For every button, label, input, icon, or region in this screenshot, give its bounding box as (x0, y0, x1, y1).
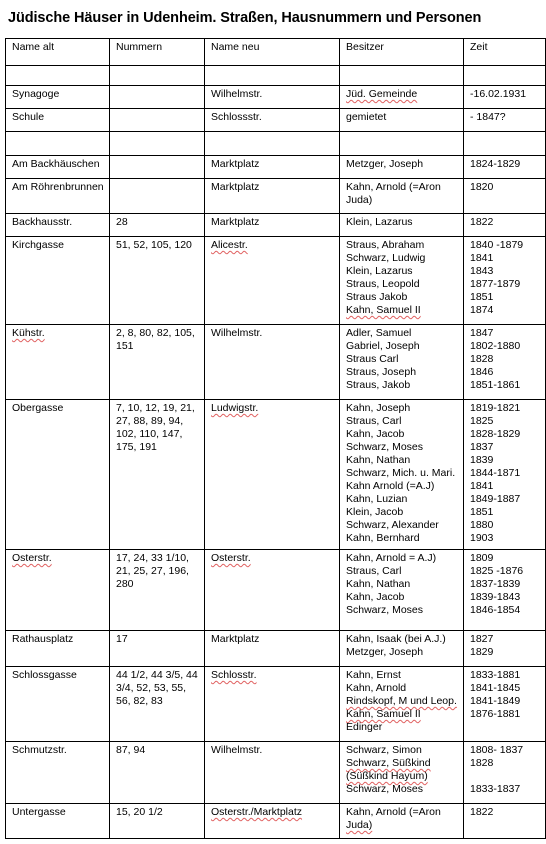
zeit-line: 1874 (470, 304, 494, 316)
name_neu-text: Schlossstr. (211, 111, 262, 123)
name_alt-text: Untergasse (12, 806, 66, 818)
cell-nummern (110, 667, 205, 742)
besitzer-line: Schwarz, Moses (346, 441, 424, 453)
cell-name-alt (6, 667, 110, 742)
besitzer-line: Metzger, Joseph (346, 158, 424, 170)
cell-name-alt (6, 631, 110, 667)
cell-nummern (110, 156, 205, 179)
header-nummern: Nummern (110, 39, 205, 66)
cell-zeit (464, 742, 546, 804)
name_alt-text: Obergasse (12, 402, 64, 414)
cell-name-alt (6, 156, 110, 179)
cell-name-neu (205, 325, 340, 400)
cell-nummern (110, 179, 205, 214)
cell-name-neu (205, 400, 340, 550)
zeit-line: 1841-1845 (470, 682, 521, 694)
besitzer-line: Kahn, Luzian (346, 493, 408, 505)
zeit-line: 1846-1854 (470, 604, 521, 616)
cell-zeit (464, 325, 546, 400)
zeit-line: 1828-1829 (470, 428, 521, 440)
header-besitzer: Besitzer (340, 39, 464, 66)
besitzer-line: Klein, Lazarus (346, 216, 413, 228)
name_neu-text: Marktplatz (211, 633, 260, 645)
zeit-line: 1841-1849 (470, 695, 521, 707)
besitzer-line: Straus, Leopold (346, 278, 420, 290)
cell-name-neu (205, 132, 340, 156)
cell-besitzer (340, 631, 464, 667)
cell-name-neu (205, 109, 340, 132)
name_alt-text: Kühstr. (12, 327, 45, 339)
name_neu-text: Marktplatz (211, 181, 260, 193)
besitzer-line: Kahn, Nathan (346, 578, 411, 590)
cell-name-alt (6, 109, 110, 132)
besitzer-line: Klein, Jacob (346, 506, 404, 518)
nummern-text: 51, 52, 105, 120 (116, 239, 192, 251)
cell-zeit (464, 631, 546, 667)
header-zeit: Zeit (464, 39, 546, 66)
cell-besitzer (340, 179, 464, 214)
besitzer-line: Kahn, Isaak (bei A.J.) (346, 633, 446, 645)
cell-nummern (110, 109, 205, 132)
cell-besitzer (340, 667, 464, 742)
cell-besitzer (340, 66, 464, 86)
table-row (6, 214, 546, 237)
besitzer-line: Juda) (346, 194, 373, 206)
cell-zeit (464, 400, 546, 550)
cell-name-neu (205, 214, 340, 237)
cell-nummern (110, 400, 205, 550)
zeit-line: 1851-1861 (470, 379, 521, 391)
besitzer-line: Straus, Carl (346, 415, 402, 427)
cell-name-alt (6, 804, 110, 839)
cell-zeit (464, 179, 546, 214)
zeit-line: 1820 (470, 181, 494, 193)
besitzer-line: Kahn, Samuel II (346, 708, 421, 720)
zeit-line: 1849-1887 (470, 493, 521, 505)
zeit-line: 1841 (470, 252, 494, 264)
name_alt-text: Synagoge (12, 88, 60, 100)
besitzer-line: Kahn, Samuel II (346, 304, 421, 316)
name_alt-text: Backhausstr. (12, 216, 73, 228)
cell-besitzer (340, 86, 464, 109)
besitzer-line: Straus, Carl (346, 565, 402, 577)
name_alt-text: Schule (12, 111, 45, 123)
besitzer-line: Straus Jakob (346, 291, 408, 303)
cell-name-neu (205, 66, 340, 86)
zeit-line: 1841 (470, 480, 494, 492)
cell-name-alt (6, 237, 110, 325)
cell-nummern (110, 214, 205, 237)
name_alt-text: Am Röhrenbrunnen (12, 181, 104, 193)
zeit-line: 1802-1880 (470, 340, 521, 352)
name_alt-text: Am Backhäuschen (12, 158, 100, 170)
cell-name-neu (205, 86, 340, 109)
nummern-text: 44 1/2, 44 3/5, 44 3/4, 52, 53, 55, 56, 82, 83 (116, 669, 198, 707)
name_neu-text: Marktplatz (211, 216, 260, 228)
cell-besitzer (340, 550, 464, 631)
besitzer-line: gemietet (346, 111, 387, 123)
name_neu-text: Schlosstr. (211, 669, 257, 681)
besitzer-line: Schwarz, Süßkind (346, 757, 431, 769)
cell-zeit (464, 156, 546, 179)
besitzer-line: Gabriel, Joseph (346, 340, 420, 352)
nummern-text: 28 (116, 216, 128, 228)
zeit-line: 1880 (470, 519, 494, 531)
name_neu-text: Marktplatz (211, 158, 260, 170)
cell-name-neu (205, 237, 340, 325)
cell-name-alt (6, 325, 110, 400)
header-row (6, 39, 546, 66)
zeit-line: 1825 (470, 415, 494, 427)
cell-besitzer (340, 132, 464, 156)
table-row (6, 742, 546, 804)
besitzer-line: Straus Carl (346, 353, 399, 365)
zeit-line: -16.02.1931 (470, 88, 527, 100)
nummern-text: 87, 94 (116, 744, 146, 756)
table-row (6, 550, 546, 631)
cell-zeit (464, 109, 546, 132)
zeit-line: 1829 (470, 646, 494, 658)
cell-besitzer (340, 742, 464, 804)
zeit-line: 1833-1881 (470, 669, 521, 681)
table-row (6, 325, 546, 400)
besitzer-line: Schwarz, Alexander (346, 519, 439, 531)
zeit-line: 1837 (470, 441, 494, 453)
cell-besitzer (340, 109, 464, 132)
cell-name-alt (6, 66, 110, 86)
besitzer-line: Kahn, Nathan (346, 454, 411, 466)
zeit-line: 1827 (470, 633, 494, 645)
name_neu-text: Wilhelmstr. (211, 327, 263, 339)
besitzer-line: Kahn, Arnold = A.J) (346, 552, 437, 564)
cell-name-alt (6, 400, 110, 550)
table-body (6, 39, 546, 839)
besitzer-line: Juda) (346, 819, 373, 831)
cell-nummern (110, 550, 205, 631)
cell-name-alt (6, 86, 110, 109)
besitzer-line: Schwarz, Simon (346, 744, 422, 756)
nummern-text: 17, 24, 33 1/10, 21, 25, 27, 196, 280 (116, 552, 189, 590)
cell-name-alt (6, 550, 110, 631)
cell-zeit (464, 667, 546, 742)
name_alt-text: Osterstr. (12, 552, 52, 564)
table-row (6, 179, 546, 214)
cell-besitzer (340, 400, 464, 550)
cell-zeit (464, 550, 546, 631)
nummern-text: 15, 20 1/2 (116, 806, 163, 818)
besitzer-line: Kahn, Bernhard (346, 532, 420, 544)
cell-besitzer (340, 237, 464, 325)
table-row (6, 86, 546, 109)
zeit-line: 1822 (470, 216, 494, 228)
besitzer-line: Kahn Arnold (=A.J) (346, 480, 435, 492)
cell-name-neu (205, 804, 340, 839)
name_neu-text: Wilhelmstr. (211, 744, 263, 756)
besitzer-line: Klein, Lazarus (346, 265, 413, 277)
name_neu-text: Osterstr. (211, 552, 251, 564)
cell-name-neu (205, 156, 340, 179)
zeit-line: 1846 (470, 366, 494, 378)
name_alt-text: Schmutzstr. (12, 744, 67, 756)
cell-zeit (464, 66, 546, 86)
cell-besitzer (340, 804, 464, 839)
zeit-line: 1851 (470, 291, 494, 303)
name_alt-text: Rathausplatz (12, 633, 74, 645)
zeit-line: 1828 (470, 353, 494, 365)
zeit-line: 1903 (470, 532, 494, 544)
table-row (6, 109, 546, 132)
header-name-neu: Name neu (205, 39, 340, 66)
cell-besitzer (340, 156, 464, 179)
zeit-line: 1833-1837 (470, 783, 521, 795)
table-row (6, 400, 546, 550)
zeit-line: 1825 -1876 (470, 565, 524, 577)
besitzer-line: Schwarz, Moses (346, 604, 424, 616)
zeit-line: 1837-1839 (470, 578, 521, 590)
besitzer-line: Kahn, Joseph (346, 402, 411, 414)
nummern-text: 17 (116, 633, 128, 645)
table-row (6, 667, 546, 742)
besitzer-line: Schwarz, Mich. u. Mari. (346, 467, 456, 479)
besitzer-line: (Süßkind Hayum) (346, 770, 428, 782)
name_neu-text: Wilhelmstr. (211, 88, 263, 100)
zeit-line (470, 770, 540, 783)
zeit-line: 1876-1881 (470, 708, 521, 720)
zeit-line: 1839 (470, 454, 494, 466)
besitzer-line: Edinger (346, 721, 383, 733)
cell-zeit (464, 804, 546, 839)
zeit-line: 1843 (470, 265, 494, 277)
zeit-line: 1808- 1837 (470, 744, 524, 756)
zeit-line: 1844-1871 (470, 467, 521, 479)
zeit-line: - 1847? (470, 111, 506, 123)
name_neu-text: Ludwigstr. (211, 402, 259, 414)
besitzer-line: Schwarz, Ludwig (346, 252, 426, 264)
cell-nummern (110, 804, 205, 839)
besitzer-line: Adler, Samuel (346, 327, 412, 339)
cell-nummern (110, 237, 205, 325)
cell-name-neu (205, 742, 340, 804)
cell-besitzer (340, 214, 464, 237)
name_neu-text: Osterstr./Marktplatz (211, 806, 303, 818)
cell-nummern (110, 86, 205, 109)
table-row (6, 237, 546, 325)
name_neu-text: Alicestr. (211, 239, 248, 251)
zeit-line: 1839-1843 (470, 591, 521, 603)
name_alt-text: Schlossgasse (12, 669, 77, 681)
zeit-line: 1828 (470, 757, 494, 769)
page-title: Jüdische Häuser in Udenheim. Straßen, Hausnummern und Personen (8, 10, 482, 26)
cell-name-neu (205, 550, 340, 631)
zeit-line: 1877-1879 (470, 278, 521, 290)
besitzer-line: Schwarz, Moses (346, 783, 424, 795)
besitzer-line: Kahn, Arnold (346, 682, 407, 694)
cell-name-neu (205, 179, 340, 214)
cell-nummern (110, 66, 205, 86)
besitzer-line: Straus, Jakob (346, 379, 411, 391)
zeit-line: 1851 (470, 506, 494, 518)
besitzer-line: Kahn, Arnold (=Aron (346, 181, 441, 193)
besitzer-line: Straus, Joseph (346, 366, 417, 378)
besitzer-line: Kahn, Jacob (346, 428, 405, 440)
zeit-line: 1822 (470, 806, 494, 818)
besitzer-line: Kahn, Arnold (=Aron (346, 806, 441, 818)
table-row (6, 631, 546, 667)
cell-zeit (464, 214, 546, 237)
zeit-line: 1847 (470, 327, 494, 339)
header-name-alt: Name alt (6, 39, 110, 66)
cell-nummern (110, 132, 205, 156)
nummern-text: 2, 8, 80, 82, 105, 151 (116, 327, 195, 352)
cell-name-neu (205, 631, 340, 667)
cell-name-alt (6, 132, 110, 156)
besitzer-line: Kahn, Jacob (346, 591, 405, 603)
zeit-line: 1824-1829 (470, 158, 521, 170)
nummern-text: 7, 10, 12, 19, 21, 27, 88, 89, 94, 102, 110, 147, 175, 191 (116, 402, 195, 453)
cell-name-neu (205, 667, 340, 742)
table-row (6, 132, 546, 156)
table-row (6, 156, 546, 179)
zeit-line: 1809 (470, 552, 494, 564)
zeit-line: 1840 -1879 (470, 239, 524, 251)
besitzer-line: Straus, Abraham (346, 239, 425, 251)
besitzer-line: Metzger, Joseph (346, 646, 424, 658)
zeit-line: 1819-1821 (470, 402, 521, 414)
table-row (6, 804, 546, 839)
table-row (6, 66, 546, 86)
cell-zeit (464, 237, 546, 325)
cell-zeit (464, 86, 546, 109)
cell-nummern (110, 325, 205, 400)
houses-table (5, 38, 546, 839)
besitzer-line: Kahn, Ernst (346, 669, 401, 681)
cell-name-alt (6, 179, 110, 214)
cell-nummern (110, 631, 205, 667)
besitzer-line: Jüd. Gemeinde (346, 88, 418, 100)
cell-zeit (464, 132, 546, 156)
cell-besitzer (340, 325, 464, 400)
cell-nummern (110, 742, 205, 804)
besitzer-line: Rindskopf, M und Leop. (346, 695, 457, 707)
name_alt-text: Kirchgasse (12, 239, 64, 251)
cell-name-alt (6, 742, 110, 804)
cell-name-alt (6, 214, 110, 237)
